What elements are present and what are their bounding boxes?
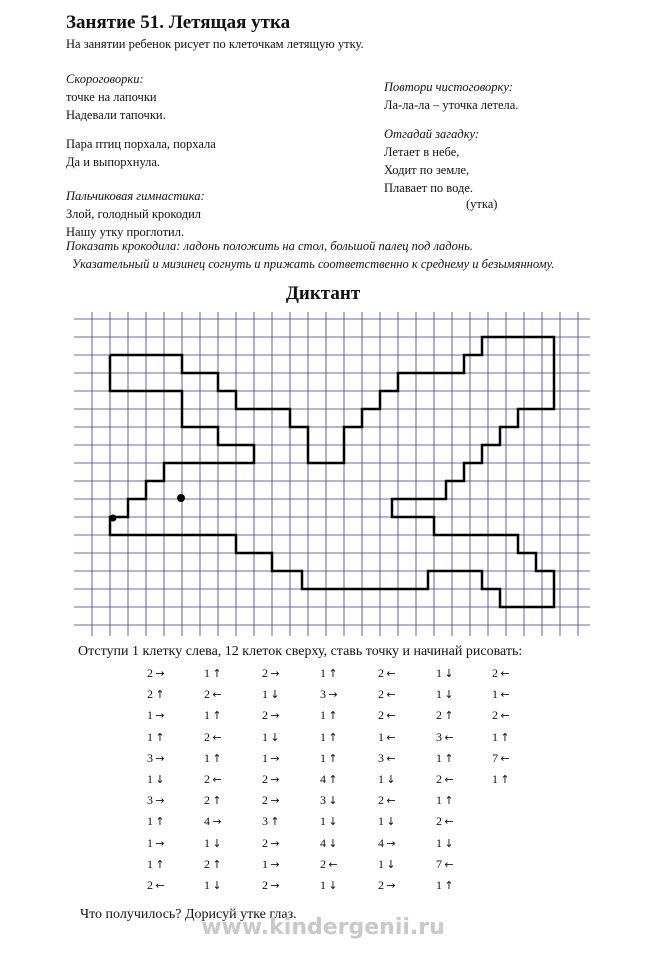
- dictation-command: [316, 708, 340, 723]
- dictation-command: [200, 751, 224, 766]
- dictation-command: [143, 751, 167, 766]
- repeat-line: Ла-ла-ла – уточка летела.: [384, 98, 519, 112]
- direction-arrow-icon: →: [386, 836, 396, 850]
- dictation-command: [374, 814, 398, 829]
- repeat-heading: Повтори чистоговорку:: [384, 80, 513, 94]
- command-count: 1: [378, 814, 384, 829]
- direction-arrow-icon: ↑: [212, 794, 222, 808]
- command-count: 1: [378, 856, 384, 871]
- direction-arrow-icon: ←: [212, 773, 222, 786]
- direction-arrow-icon: ↑: [155, 815, 165, 829]
- direction-arrow-icon: ↑: [444, 709, 454, 723]
- direction-arrow-icon: ←: [386, 667, 396, 680]
- dictation-command: [316, 666, 340, 681]
- command-count: 1: [320, 708, 326, 723]
- command-count: 2: [262, 708, 268, 723]
- command-count: 1: [147, 729, 153, 744]
- dictation-command: [200, 687, 224, 702]
- dictation-command: [258, 708, 282, 723]
- direction-arrow-icon: ←: [444, 815, 454, 829]
- command-count: 3: [320, 687, 326, 702]
- direction-arrow-icon: ↓: [386, 773, 396, 786]
- command-count: 1: [147, 835, 153, 850]
- direction-arrow-icon: →: [270, 857, 280, 871]
- direction-arrow-icon: →: [386, 879, 396, 892]
- command-count: 2: [436, 708, 442, 723]
- dictation-command: [143, 730, 167, 745]
- command-count: 1: [436, 687, 442, 702]
- direction-arrow-icon: →: [270, 751, 280, 765]
- command-count: 1: [320, 729, 326, 744]
- direction-arrow-icon: ←: [386, 709, 396, 723]
- command-count: 3: [147, 750, 153, 765]
- command-count: 2: [204, 856, 210, 871]
- command-count: 2: [492, 666, 498, 680]
- dictation-command: [488, 687, 512, 702]
- dictation-command: [143, 814, 167, 829]
- dictation-command: [143, 878, 167, 893]
- dictation-command: [143, 687, 167, 702]
- direction-arrow-icon: ↑: [444, 794, 454, 808]
- dictation-command: [374, 878, 398, 893]
- finger-heading: Пальчиковая гимнастика:: [66, 189, 205, 203]
- direction-arrow-icon: ↑: [500, 730, 510, 744]
- command-count: 4: [204, 814, 210, 829]
- direction-arrow-icon: ↓: [328, 794, 338, 808]
- dictation-command: [316, 793, 340, 808]
- command-count: 7: [436, 856, 442, 871]
- direction-arrow-icon: ←: [444, 773, 454, 786]
- dictation-command: [316, 857, 340, 872]
- direction-arrow-icon: ↑: [500, 773, 510, 786]
- command-count: 1: [147, 856, 153, 871]
- direction-arrow-icon: ←: [500, 709, 510, 723]
- direction-arrow-icon: ←: [212, 688, 222, 702]
- dictation-command: [316, 878, 340, 893]
- direction-arrow-icon: ↑: [328, 773, 338, 786]
- command-count: 2: [378, 708, 384, 723]
- command-count: 2: [204, 772, 210, 786]
- riddle-line1: Летает в небе,: [384, 145, 460, 159]
- direction-arrow-icon: →: [155, 751, 165, 765]
- dictation-heading: Диктант: [285, 283, 361, 304]
- direction-arrow-icon: ↑: [212, 709, 222, 723]
- direction-arrow-icon: ↓: [212, 879, 222, 892]
- direction-arrow-icon: ↓: [328, 815, 338, 829]
- dictation-command: [488, 751, 512, 766]
- direction-arrow-icon: →: [155, 667, 165, 680]
- final-question: Что получилось? Дорисуй утке глаз.: [80, 907, 297, 922]
- command-count: 1: [320, 814, 326, 829]
- dictation-command: [316, 772, 340, 787]
- dictation-command: [316, 730, 340, 745]
- dictation-command: [316, 836, 340, 851]
- direction-arrow-icon: ↓: [444, 836, 454, 850]
- command-count: 1: [492, 772, 498, 786]
- twister2-line2: Да и выпорхнула.: [66, 155, 161, 169]
- dictation-command: [432, 836, 456, 851]
- twister2-line1: Пара птиц порхала, порхала: [66, 137, 216, 151]
- finger-line2: Нашу утку проглотил.: [66, 225, 185, 239]
- direction-arrow-icon: ↑: [270, 815, 280, 829]
- command-count: 3: [378, 750, 384, 765]
- direction-arrow-icon: →: [155, 794, 165, 808]
- direction-arrow-icon: ↑: [328, 709, 338, 723]
- dictation-command: [374, 857, 398, 872]
- command-count: 3: [262, 814, 268, 829]
- direction-arrow-icon: ←: [212, 730, 222, 744]
- direction-arrow-icon: →: [155, 836, 165, 850]
- dictation-command: [374, 730, 398, 745]
- direction-arrow-icon: ←: [500, 751, 510, 765]
- direction-arrow-icon: →: [270, 879, 280, 892]
- twister1-line1: точке на лапочки: [66, 90, 157, 104]
- lesson-subtitle: На занятии ребенок рисует по клеточкам летящую утку.: [66, 37, 364, 51]
- direction-arrow-icon: ↑: [155, 688, 165, 702]
- dictation-command: [374, 708, 398, 723]
- command-count: 2: [147, 687, 153, 702]
- command-count: 1: [320, 750, 326, 765]
- command-count: 2: [262, 793, 268, 808]
- duck-eye: [177, 494, 185, 502]
- command-count: 1: [147, 708, 153, 723]
- command-count: 2: [204, 687, 210, 702]
- command-count: 2: [436, 814, 442, 829]
- dictation-command: [316, 687, 340, 702]
- command-count: 2: [147, 878, 153, 892]
- dictation-command: [258, 687, 282, 702]
- dictation-command: [143, 772, 167, 787]
- dictation-command: [258, 793, 282, 808]
- command-count: 3: [320, 793, 326, 808]
- finger-line1: Злой, голодный крокодил: [66, 207, 202, 221]
- dictation-command: [258, 730, 282, 745]
- direction-arrow-icon: ↓: [328, 836, 338, 850]
- dictation-command: [200, 857, 224, 872]
- show-line1: Показать крокодила: ладонь положить на стол, большой палец под ладонь.: [66, 239, 473, 253]
- direction-arrow-icon: ↓: [444, 667, 454, 680]
- direction-arrow-icon: →: [212, 815, 222, 829]
- dictation-command: [200, 772, 224, 787]
- command-count: 7: [492, 750, 498, 765]
- command-count: 1: [378, 729, 384, 744]
- direction-arrow-icon: →: [270, 773, 280, 786]
- dictation-command: [200, 666, 224, 681]
- dictation-command: [432, 708, 456, 723]
- dictation-command: [258, 751, 282, 766]
- command-count: 3: [147, 793, 153, 808]
- command-count: 1: [262, 687, 268, 702]
- command-count: 2: [378, 878, 384, 892]
- command-count: 1: [436, 835, 442, 850]
- command-count: 2: [378, 793, 384, 808]
- dictation-command: [488, 708, 512, 723]
- command-count: 1: [204, 708, 210, 723]
- direction-arrow-icon: ↑: [328, 730, 338, 744]
- tongue-twisters-heading: Скороговорки:: [66, 72, 144, 86]
- command-count: 2: [147, 666, 153, 680]
- command-count: 2: [436, 772, 442, 786]
- dictation-command: [374, 793, 398, 808]
- dictation-command: [258, 878, 282, 893]
- direction-arrow-icon: ↓: [386, 857, 396, 871]
- dictation-command: [200, 730, 224, 745]
- dictation-command: [488, 772, 512, 787]
- command-count: 1: [436, 666, 442, 680]
- dictation-command: [374, 751, 398, 766]
- command-count: 4: [378, 835, 384, 850]
- dictation-command: [200, 814, 224, 829]
- start-point: [110, 515, 117, 522]
- direction-arrow-icon: ↓: [328, 879, 338, 892]
- command-count: 2: [378, 687, 384, 702]
- dictation-command: [258, 857, 282, 872]
- command-count: 1: [204, 835, 210, 850]
- dictation-command: [432, 793, 456, 808]
- direction-arrow-icon: ↑: [328, 751, 338, 765]
- dictation-instruction: Отступи 1 клетку слева, 12 клеток сверху, ставь точку и начинай рисовать:: [78, 644, 523, 659]
- dictation-command: [432, 814, 456, 829]
- dictation-command: [432, 666, 456, 681]
- command-count: 2: [378, 666, 384, 680]
- command-count: 1: [262, 729, 268, 744]
- dictation-command: [374, 772, 398, 787]
- direction-arrow-icon: ↓: [270, 730, 280, 744]
- dictation-command: [200, 878, 224, 893]
- dictation-command: [432, 687, 456, 702]
- direction-arrow-icon: ←: [155, 879, 165, 892]
- command-count: 1: [204, 666, 210, 680]
- direction-arrow-icon: →: [270, 794, 280, 808]
- dictation-command: [258, 814, 282, 829]
- direction-arrow-icon: ←: [386, 688, 396, 702]
- direction-arrow-icon: ←: [386, 751, 396, 765]
- direction-arrow-icon: ↑: [212, 667, 222, 680]
- command-count: 1: [492, 687, 498, 702]
- command-count: 2: [492, 708, 498, 723]
- command-count: 1: [262, 750, 268, 765]
- dictation-command: [143, 793, 167, 808]
- dictation-command: [200, 836, 224, 851]
- show-line2: Указательный и мизинец согнуть и прижать соответственно к среднему и безымянному.: [72, 257, 555, 271]
- direction-arrow-icon: ↑: [155, 857, 165, 871]
- dictation-command: [374, 687, 398, 702]
- command-count: 1: [492, 729, 498, 744]
- direction-arrow-icon: →: [328, 688, 338, 702]
- watermark: www.kindergenii.ru: [201, 915, 445, 940]
- direction-arrow-icon: →: [270, 836, 280, 850]
- dictation-command: [316, 751, 340, 766]
- dictation-command: [432, 772, 456, 787]
- duck-outline: [110, 337, 554, 607]
- direction-arrow-icon: ←: [386, 730, 396, 744]
- direction-arrow-icon: →: [155, 709, 165, 723]
- command-count: 3: [436, 729, 442, 744]
- command-count: 2: [262, 772, 268, 786]
- dictation-command: [143, 666, 167, 681]
- command-count: 1: [204, 750, 210, 765]
- dictation-command: [374, 666, 398, 681]
- dictation-command: [258, 772, 282, 787]
- command-count: 1: [204, 878, 210, 892]
- command-count: 1: [147, 814, 153, 829]
- direction-arrow-icon: ↑: [444, 879, 454, 892]
- direction-arrow-icon: ↑: [155, 730, 165, 744]
- dictation-command: [488, 666, 512, 681]
- direction-arrow-icon: ↑: [328, 667, 338, 680]
- dictation-command: [143, 708, 167, 723]
- direction-arrow-icon: ↓: [155, 773, 165, 786]
- direction-arrow-icon: ←: [500, 667, 510, 680]
- dictation-command: [488, 730, 512, 745]
- riddle-line2: Ходит по земле,: [384, 163, 470, 177]
- command-count: 4: [320, 772, 326, 786]
- direction-arrow-icon: ↑: [212, 857, 222, 871]
- command-count: 2: [204, 729, 210, 744]
- direction-arrow-icon: →: [270, 709, 280, 723]
- lesson-title: Занятие 51. Летящая утка: [66, 12, 291, 33]
- direction-arrow-icon: ←: [386, 794, 396, 808]
- command-count: 1: [436, 750, 442, 765]
- twister1-line2: Надевали тапочки.: [66, 108, 166, 122]
- command-count: 2: [262, 666, 268, 680]
- command-count: 2: [262, 835, 268, 850]
- direction-arrow-icon: ←: [444, 730, 454, 744]
- direction-arrow-icon: ↓: [386, 815, 396, 829]
- direction-arrow-icon: ←: [328, 857, 338, 871]
- dictation-command: [374, 836, 398, 851]
- dictation-command: [432, 751, 456, 766]
- command-count: 1: [320, 666, 326, 680]
- direction-arrow-icon: ↓: [444, 688, 454, 702]
- dictation-command: [143, 836, 167, 851]
- command-count: 1: [147, 772, 153, 786]
- direction-arrow-icon: ←: [500, 688, 510, 702]
- direction-arrow-icon: ↓: [270, 688, 280, 702]
- dictation-command: [432, 857, 456, 872]
- command-count: 2: [204, 793, 210, 808]
- command-count: 1: [262, 856, 268, 871]
- direction-arrow-icon: ↓: [212, 836, 222, 850]
- command-count: 4: [320, 835, 326, 850]
- command-count: 1: [436, 878, 442, 892]
- riddle-line3: Плавает по воде.: [384, 181, 474, 195]
- direction-arrow-icon: ↑: [212, 751, 222, 765]
- dictation-command: [258, 836, 282, 851]
- command-count: 2: [262, 878, 268, 892]
- command-count: 2: [320, 856, 326, 871]
- dictation-command: [432, 878, 456, 893]
- dictation-command: [143, 857, 167, 872]
- dictation-command: [316, 814, 340, 829]
- command-count: 1: [436, 793, 442, 808]
- dictation-command: [200, 793, 224, 808]
- dictation-command: [432, 730, 456, 745]
- direction-arrow-icon: ←: [444, 857, 454, 871]
- command-count: 1: [378, 772, 384, 786]
- riddle-answer: (утка): [466, 197, 498, 211]
- command-count: 1: [320, 878, 326, 892]
- dictation-command: [258, 666, 282, 681]
- riddle-heading: Отгадай загадку:: [384, 127, 480, 141]
- direction-arrow-icon: ↑: [444, 751, 454, 765]
- direction-arrow-icon: →: [270, 667, 280, 680]
- dictation-command: [200, 708, 224, 723]
